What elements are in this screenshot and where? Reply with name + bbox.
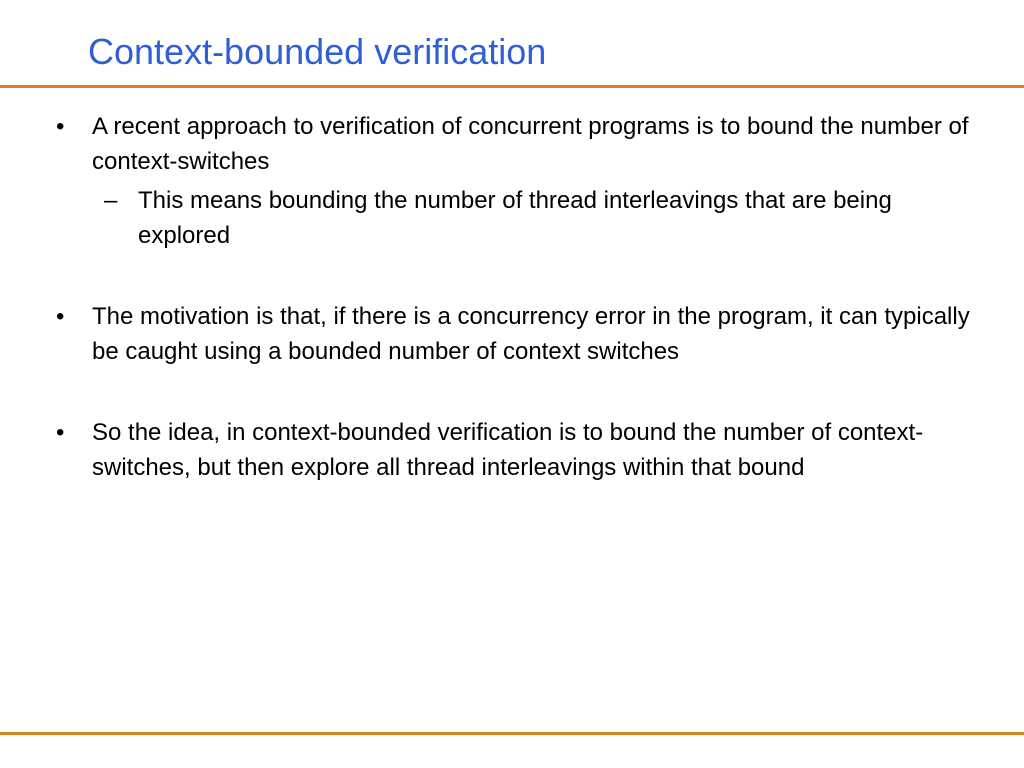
bullet-marker: • bbox=[56, 303, 65, 330]
bullet-marker: • bbox=[56, 419, 65, 446]
slide-title: Context-bounded verification bbox=[88, 31, 547, 72]
bullet-text: The motivation is that, if there is a concurrency error in the program, it can typically be caught using a bounded number of context switches bbox=[92, 303, 970, 365]
bottom-divider bbox=[0, 732, 1024, 735]
bullet-text: So the idea, in context-bounded verification is to bound the number of context-switches, but then explore all thread interleavings within that bound bbox=[92, 419, 924, 481]
spacer bbox=[0, 369, 1024, 415]
bullet-item bbox=[0, 415, 1024, 485]
top-divider bbox=[0, 85, 1024, 88]
sub-bullet-item bbox=[0, 183, 1024, 253]
bullet-marker: • bbox=[56, 113, 65, 140]
sub-bullet-marker: – bbox=[104, 187, 118, 214]
slide-body bbox=[0, 109, 1024, 485]
bullet-item bbox=[0, 299, 1024, 369]
bullet-text: A recent approach to verification of concurrent programs is to bound the number of context-switches bbox=[92, 113, 969, 175]
spacer bbox=[0, 253, 1024, 299]
sub-bullet-text: This means bounding the number of thread interleavings that are being explored bbox=[138, 187, 892, 249]
bullet-item bbox=[0, 109, 1024, 179]
